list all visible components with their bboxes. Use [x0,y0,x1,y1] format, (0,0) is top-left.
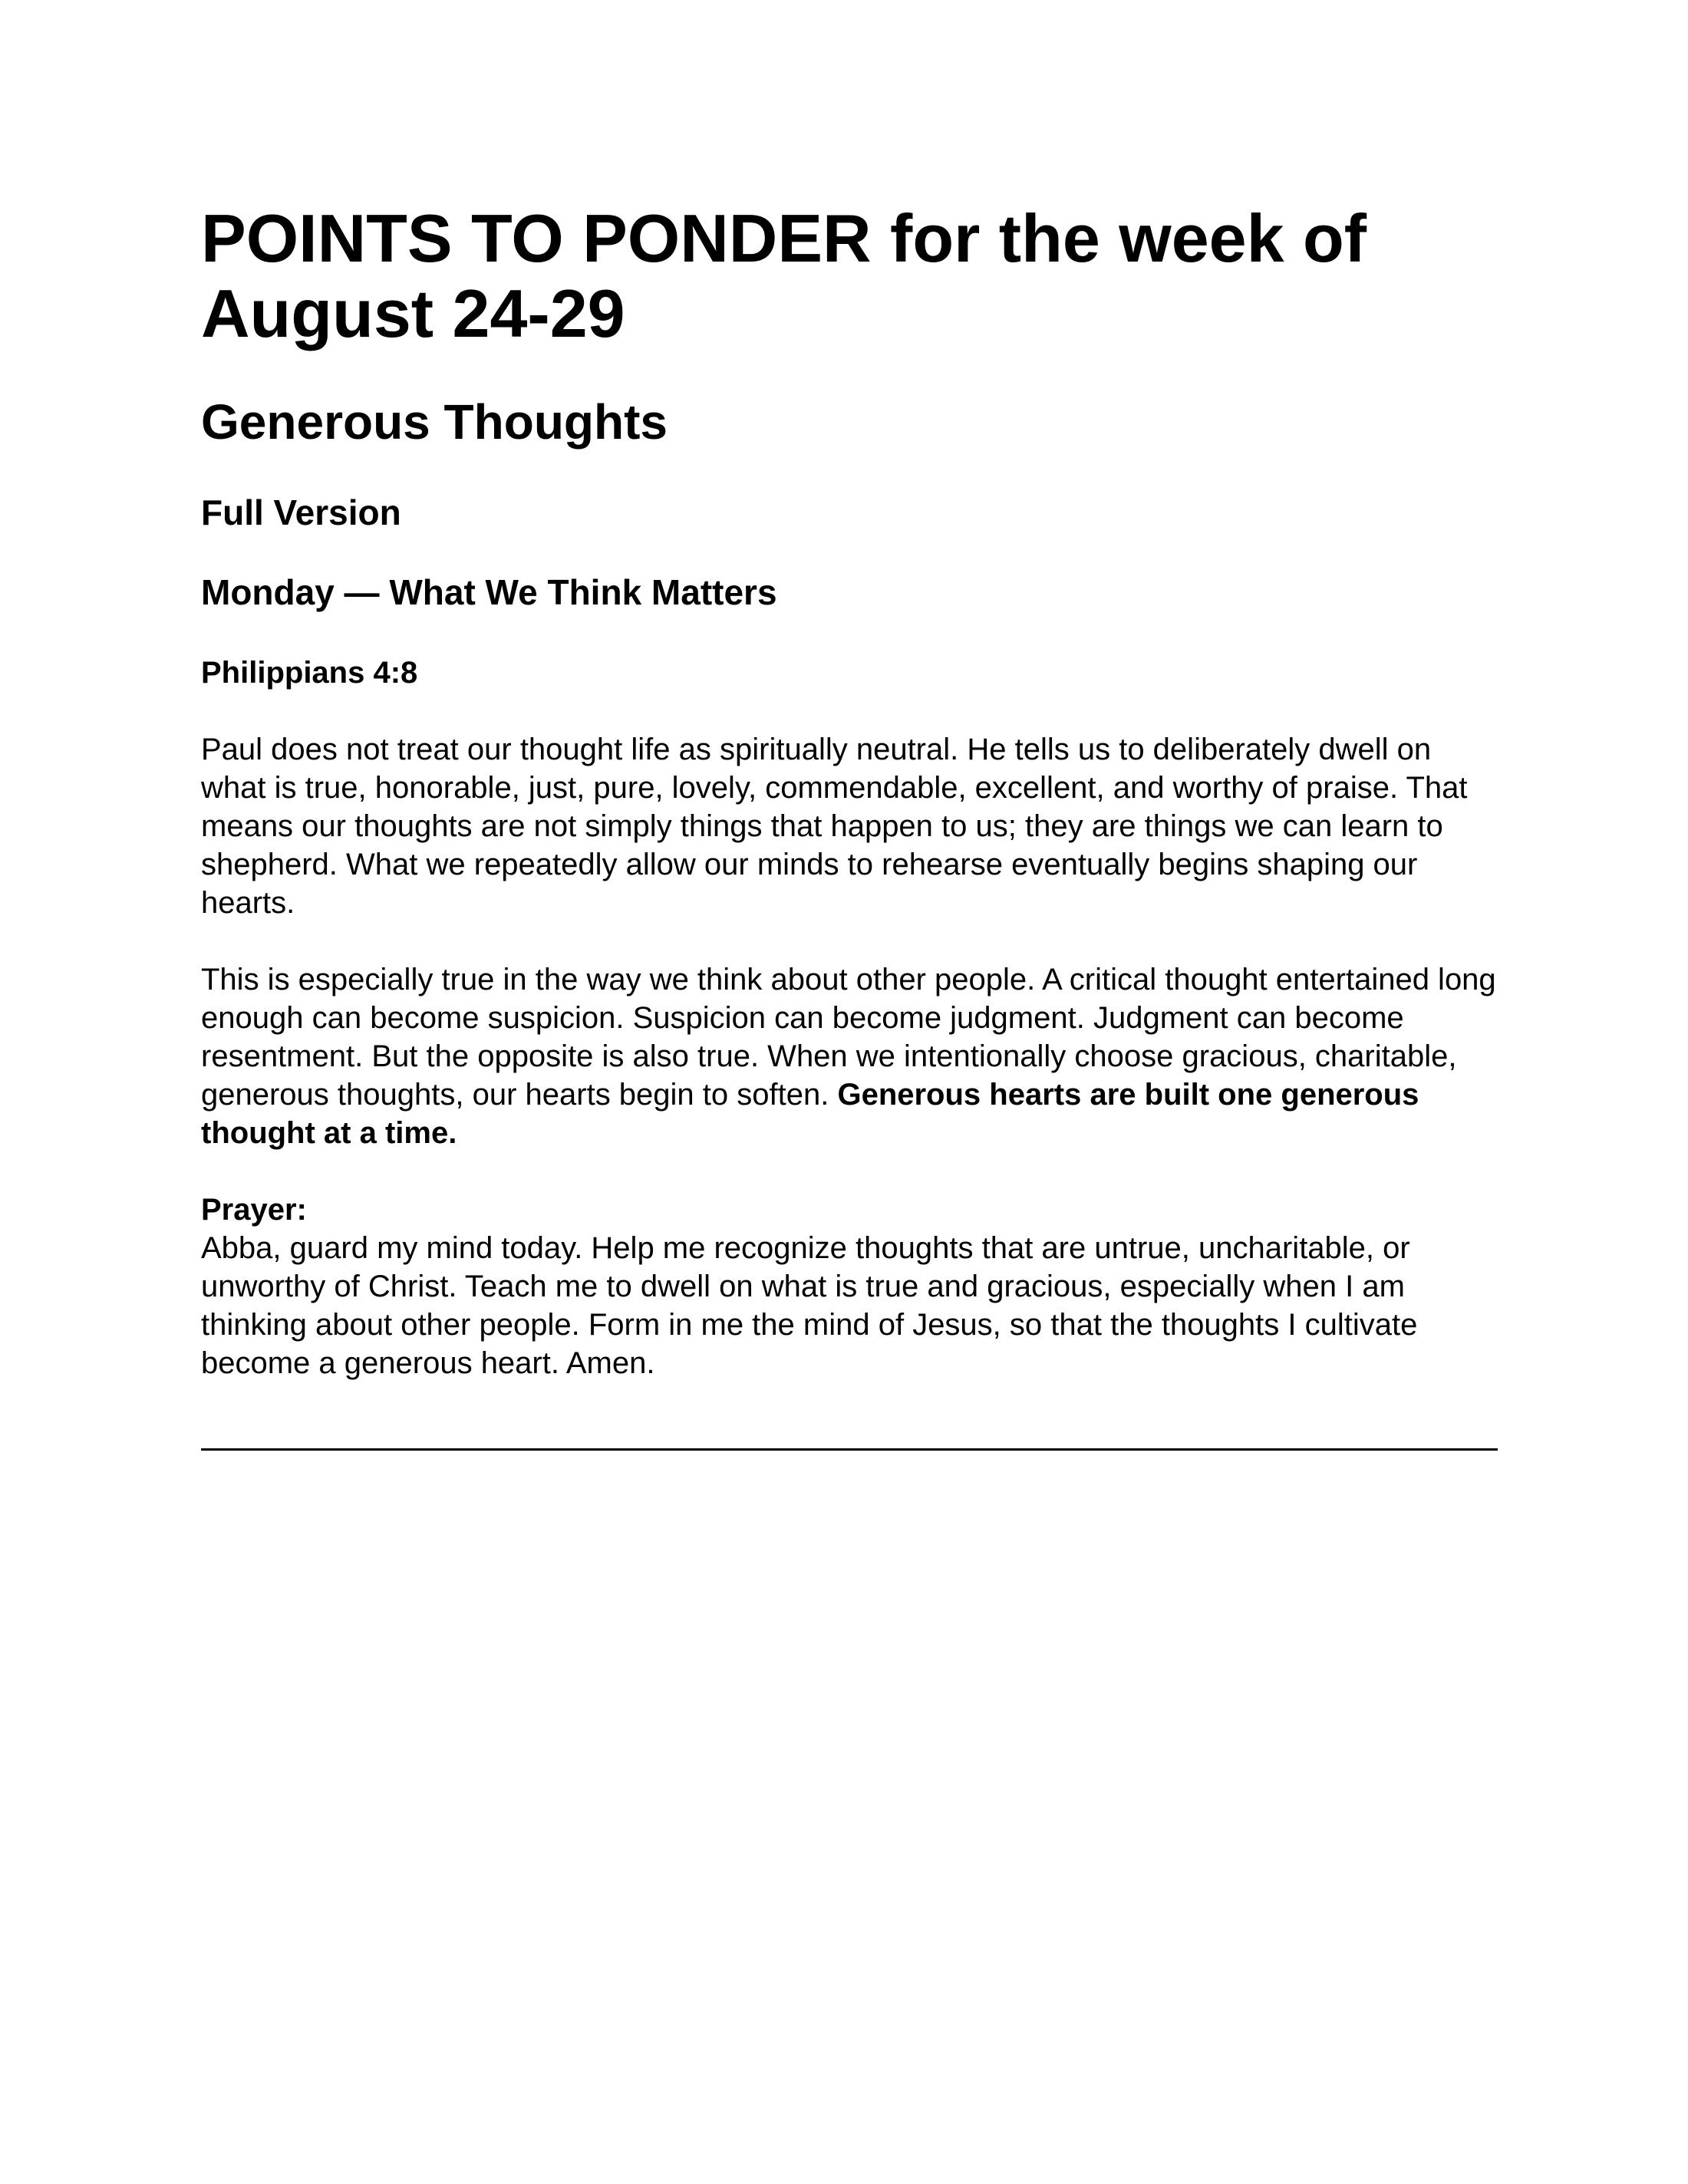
horizontal-divider [201,1448,1498,1451]
paragraph-1: Paul does not treat our thought life as spiritually neutral. He tells us to deliberately dwell on what is true, honorable, just, pure, lovely, commendable, excellent, and worthy of praise. That means our thoughts are not simply things that happen to us; they are things we can learn to shepherd. What we repeatedly allow our minds to rehearse eventually begins shaping our hearts. [201,733,1468,920]
prayer-section [201,1191,1498,1382]
prayer-text: Abba, guard my mind today. Help me recognize thoughts that are untrue, uncharitable, or unworthy of Christ. Teach me to dwell on what is true and gracious, especially when I am thinking about other people. Form in me the mind of Jesus, so that the thoughts I cultivate become a generous heart. Amen. [201,1231,1418,1380]
document-subtitle: Generous Thoughts [201,394,668,450]
paragraph-2-emphasis: Generous hearts are built one generous thought at a time. [201,1078,1419,1150]
version-label: Full Version [201,492,401,532]
day-heading: Monday — What We Think Matters [201,572,777,612]
document-page [201,201,1498,1451]
paragraph-2 [201,960,1498,1152]
scripture-reference: Philippians 4:8 [201,656,418,690]
paragraph-2-text: This is especially true in the way we think about other people. A critical thought entertained long enough can become suspicion. Suspicion can become judgment. Judgment can become resentment. But the opposite is also true. When we intentionally choose gracious, charitable, generous thoughts, our hearts begin to soften. [201,963,1496,1112]
prayer-label: Prayer: [201,1193,307,1227]
document-title: POINTS TO PONDER for the week of August 24-29 [201,200,1367,351]
